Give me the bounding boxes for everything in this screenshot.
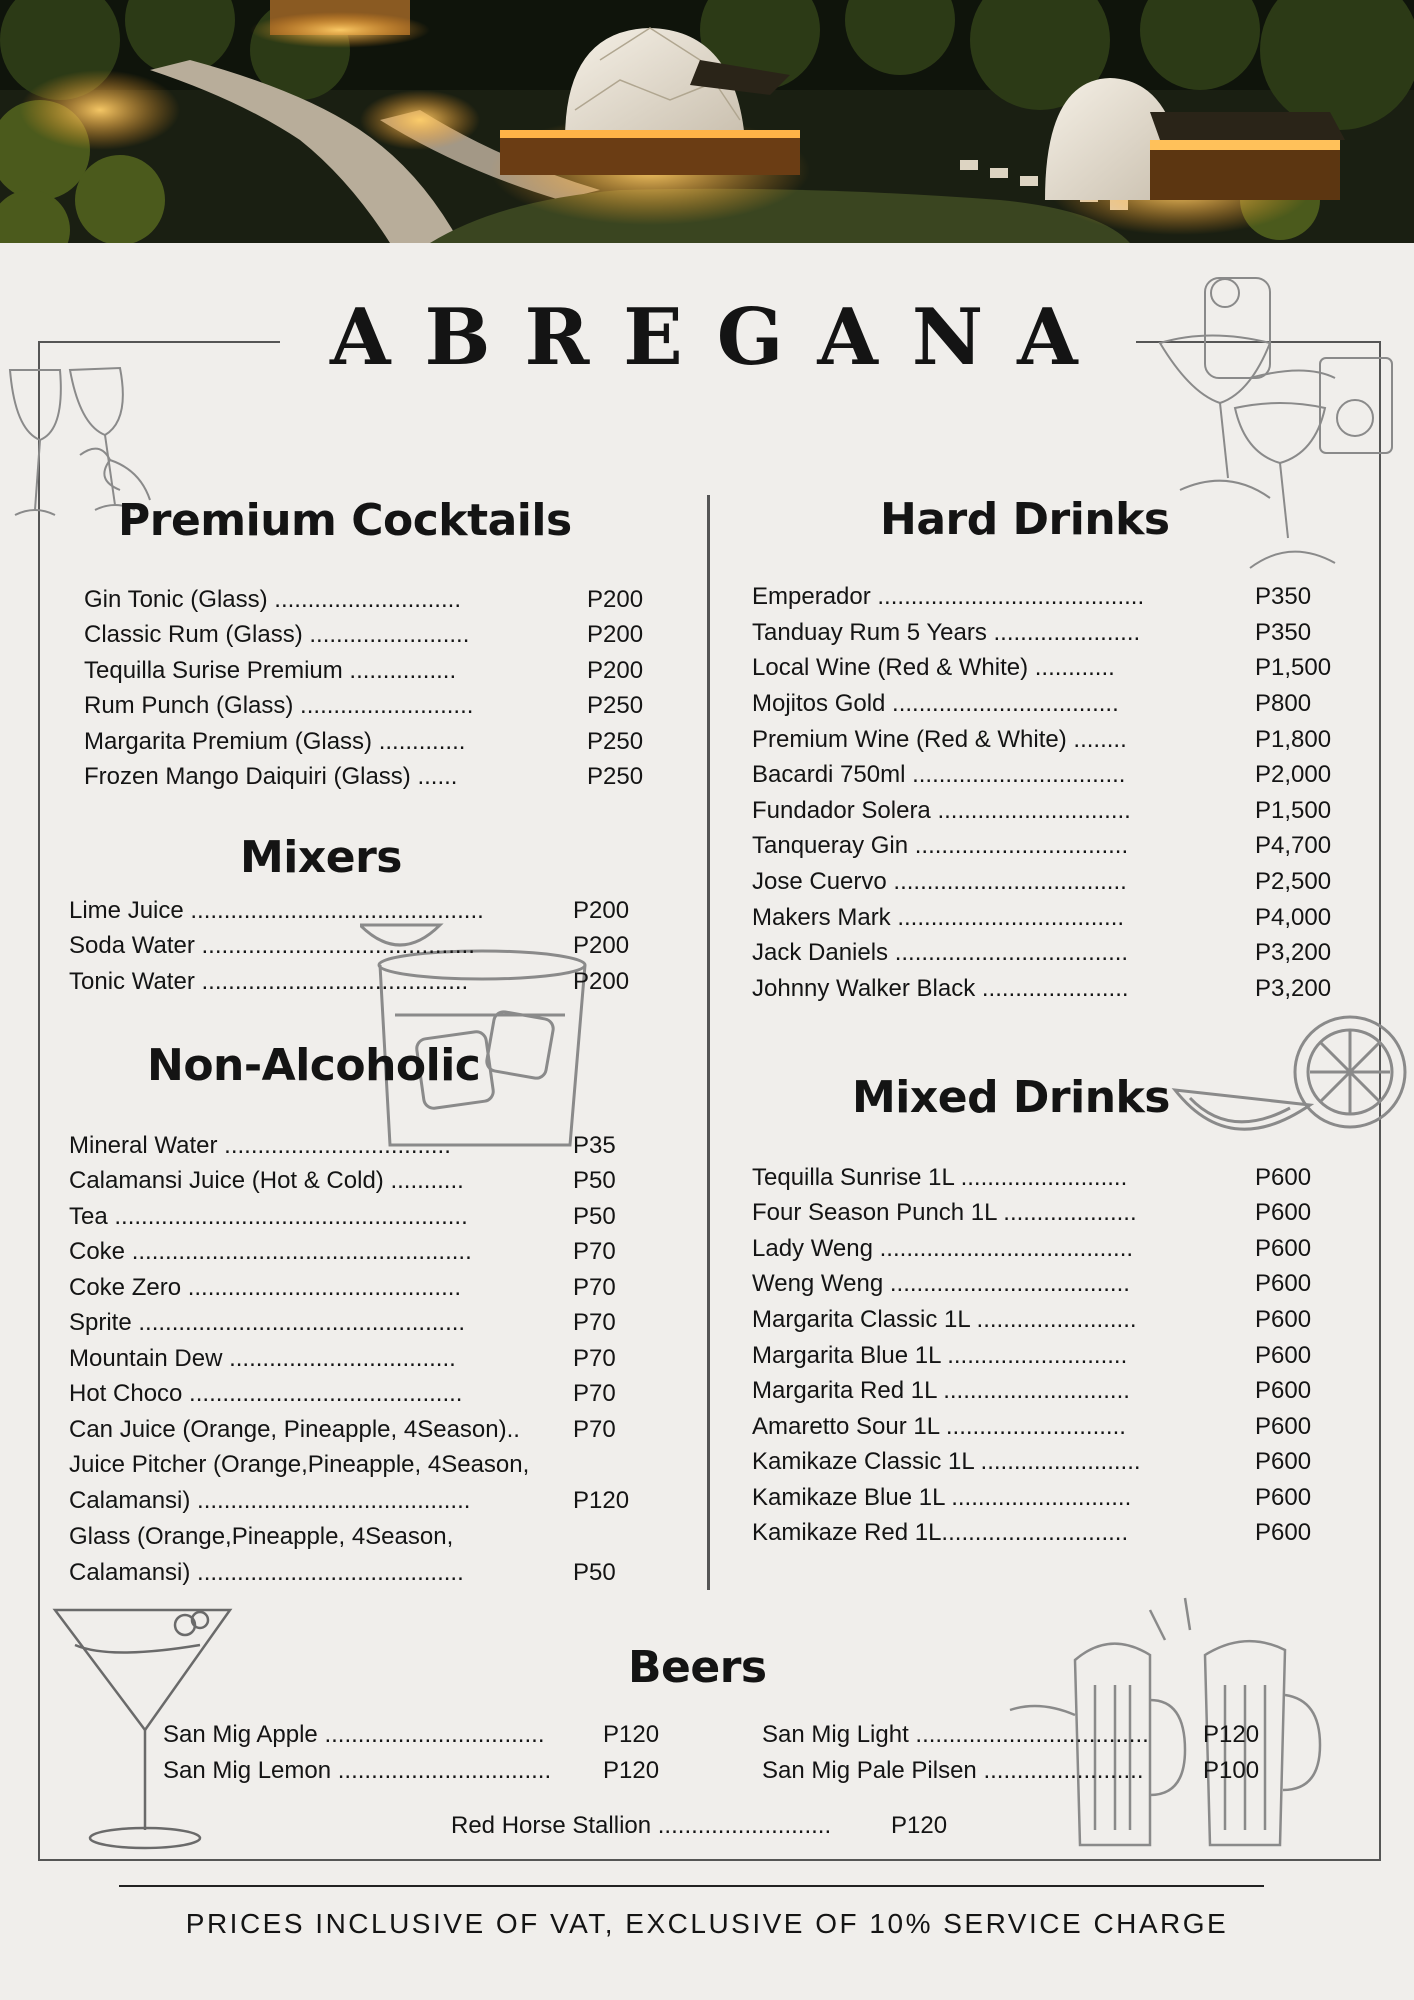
- menu-item-price: P600: [1255, 1413, 1312, 1440]
- hard-drinks-heading: Hard Drinks: [880, 494, 1170, 545]
- menu-item-name: Kamikaze Classic 1L ........................: [752, 1448, 1141, 1475]
- menu-item-name: Mountain Dew ..................................: [69, 1345, 456, 1372]
- menu-item-name: San Mig Lemon ................................: [163, 1757, 552, 1784]
- menu-item-price: P200: [573, 897, 630, 924]
- menu-item-name: Calamansi) ........................................: [69, 1559, 464, 1586]
- column-divider: [707, 495, 710, 1590]
- menu-item-price: P2,000: [1255, 761, 1332, 788]
- menu-item-price: P120: [603, 1757, 660, 1784]
- menu-item-name: Soda Water .........................................: [69, 932, 475, 959]
- menu-item-name: Mojitos Gold ..................................: [752, 690, 1119, 717]
- menu-item-price: P350: [1255, 619, 1312, 646]
- frame-top-left: [38, 341, 280, 343]
- menu-item-name: Can Juice (Orange, Pineapple, 4Season)..: [69, 1416, 520, 1443]
- menu-item-name: Calamansi) .........................................: [69, 1487, 471, 1514]
- footer-rule: [119, 1885, 1264, 1887]
- menu-item-name: Margarita Red 1L ............................: [752, 1377, 1130, 1404]
- menu-item-name: Jack Daniels ...................................: [752, 939, 1129, 966]
- non-alcoholic-heading: Non-Alcoholic: [147, 1040, 481, 1091]
- menu-item-price: P70: [573, 1309, 616, 1336]
- menu-item-name: Local Wine (Red & White) ............: [752, 654, 1115, 681]
- menu-item-price: P70: [573, 1416, 616, 1443]
- menu-item-name: Gin Tonic (Glass) ............................: [84, 586, 461, 613]
- menu-item-name: Coke Zero .........................................: [69, 1274, 462, 1301]
- menu-item-price: P100: [1203, 1757, 1260, 1784]
- menu-item-price: P200: [587, 621, 644, 648]
- menu-item-name: Coke ...................................................: [69, 1238, 472, 1265]
- footer-note: PRICES INCLUSIVE OF VAT, EXCLUSIVE OF 10% SERVICE CHARGE: [185, 1908, 1229, 1939]
- menu-item-price: P120: [891, 1812, 948, 1839]
- menu-item-name: Classic Rum (Glass) ........................: [84, 621, 470, 648]
- menu-item-price: P800: [1255, 690, 1312, 717]
- menu-item-name: Kamikaze Red 1L............................: [752, 1519, 1129, 1546]
- menu-item-name: Kamikaze Blue 1L ...........................: [752, 1484, 1132, 1511]
- menu-item-name: Amaretto Sour 1L ...........................: [752, 1413, 1126, 1440]
- menu-item-price: P70: [573, 1345, 616, 1372]
- menu-item-name: Margarita Premium (Glass) .............: [84, 728, 466, 755]
- menu-item-price: P600: [1255, 1199, 1312, 1226]
- menu-item-name: Tanqueray Gin ................................: [752, 832, 1129, 859]
- menu-item-price: P1,800: [1255, 726, 1332, 753]
- menu-item-name: Tea .....................................................: [69, 1203, 468, 1230]
- cocktails-doodle: [1150, 268, 1400, 588]
- lemon-doodle: [1170, 1010, 1414, 1160]
- menu-item-name: Mineral Water ..................................: [69, 1132, 451, 1159]
- menu-item-price: P120: [573, 1487, 630, 1514]
- menu-item-price: P250: [587, 763, 644, 790]
- menu-item-name: Fundador Solera .............................: [752, 797, 1131, 824]
- menu-item-price: P3,200: [1255, 939, 1332, 966]
- menu-item-name: Tonic Water ........................................: [69, 968, 469, 995]
- menu-item-name: Margarita Classic 1L ........................: [752, 1306, 1137, 1333]
- menu-item-price: P350: [1255, 583, 1312, 610]
- beers-heading: Beers: [628, 1642, 767, 1693]
- menu-item-name: Emperador ........................................: [752, 583, 1145, 610]
- menu-item-name: Tequilla Surise Premium ................: [84, 657, 457, 684]
- menu-item-name: Jose Cuervo ...................................: [752, 868, 1127, 895]
- menu-item-name: Johnny Walker Black ......................: [752, 975, 1129, 1002]
- menu-item-price: P2,500: [1255, 868, 1332, 895]
- premium-cocktails-heading: Premium Cocktails: [118, 495, 572, 546]
- menu-item-name: Tequilla Sunrise 1L .........................: [752, 1164, 1128, 1191]
- menu-item-price: P600: [1255, 1519, 1312, 1546]
- menu-item-price: P600: [1255, 1235, 1312, 1262]
- menu-item-price: P120: [1203, 1721, 1260, 1748]
- menu-item-price: P200: [573, 968, 630, 995]
- menu-item-name: Juice Pitcher (Orange,Pineapple, 4Season,: [69, 1451, 530, 1478]
- mixed-drinks-heading: Mixed Drinks: [852, 1072, 1170, 1123]
- menu-item-name: San Mig Pale Pilsen ........................: [762, 1757, 1144, 1784]
- menu-item-price: P70: [573, 1274, 616, 1301]
- menu-item-price: P200: [587, 657, 644, 684]
- menu-item-price: P1,500: [1255, 797, 1332, 824]
- menu-item-name: San Mig Apple .................................: [163, 1721, 545, 1748]
- menu-item-price: P3,200: [1255, 975, 1332, 1002]
- menu-item-price: P600: [1255, 1377, 1312, 1404]
- menu-item-price: P4,700: [1255, 832, 1332, 859]
- menu-item-price: P70: [573, 1238, 616, 1265]
- menu-item-price: P250: [587, 692, 644, 719]
- menu-item-price: P600: [1255, 1448, 1312, 1475]
- menu-item-price: P600: [1255, 1342, 1312, 1369]
- menu-item-price: P120: [603, 1721, 660, 1748]
- menu-item-price: P200: [573, 932, 630, 959]
- menu-item-name: Glass (Orange,Pineapple, 4Season,: [69, 1523, 454, 1550]
- menu-item-price: P600: [1255, 1164, 1312, 1191]
- menu-item-price: P50: [573, 1559, 616, 1586]
- menu-item-name: San Mig Light ...................................: [762, 1721, 1149, 1748]
- menu-item-price: P600: [1255, 1270, 1312, 1297]
- menu-item-name: Hot Choco .........................................: [69, 1380, 463, 1407]
- menu-item-price: P35: [573, 1132, 616, 1159]
- menu-item-price: P70: [573, 1380, 616, 1407]
- menu-item-name: Bacardi 750ml ................................: [752, 761, 1126, 788]
- menu-item-price: P200: [587, 586, 644, 613]
- menu-item-price: P1,500: [1255, 654, 1332, 681]
- menu-item-price: P600: [1255, 1306, 1312, 1333]
- menu-item-name: Premium Wine (Red & White) ........: [752, 726, 1127, 753]
- menu-item-name: Lady Weng ......................................: [752, 1235, 1134, 1262]
- menu-item-name: Four Season Punch 1L ....................: [752, 1199, 1137, 1226]
- brand-title: ABREGANA: [330, 292, 1112, 383]
- menu-item-price: P50: [573, 1167, 616, 1194]
- frame-left: [38, 341, 40, 1861]
- header-photo: [0, 0, 1414, 243]
- menu-item-name: Sprite .................................................: [69, 1309, 466, 1336]
- mixers-heading: Mixers: [240, 832, 402, 883]
- menu-item-name: Weng Weng ....................................: [752, 1270, 1130, 1297]
- menu-item-name: Lime Juice ............................................: [69, 897, 484, 924]
- menu-item-price: P250: [587, 728, 644, 755]
- menu-item-name: Rum Punch (Glass) ..........................: [84, 692, 474, 719]
- menu-item-name: Makers Mark ..................................: [752, 904, 1125, 931]
- menu-item-name: Red Horse Stallion ..........................: [451, 1812, 832, 1839]
- menu-item-name: Tanduay Rum 5 Years ......................: [752, 619, 1141, 646]
- menu-item-name: Margarita Blue 1L ...........................: [752, 1342, 1128, 1369]
- menu-item-price: P600: [1255, 1484, 1312, 1511]
- menu-item-name: Calamansi Juice (Hot & Cold) ...........: [69, 1167, 464, 1194]
- menu-item-price: P50: [573, 1203, 616, 1230]
- menu-item-name: Frozen Mango Daiquiri (Glass) ......: [84, 763, 458, 790]
- menu-item-price: P4,000: [1255, 904, 1332, 931]
